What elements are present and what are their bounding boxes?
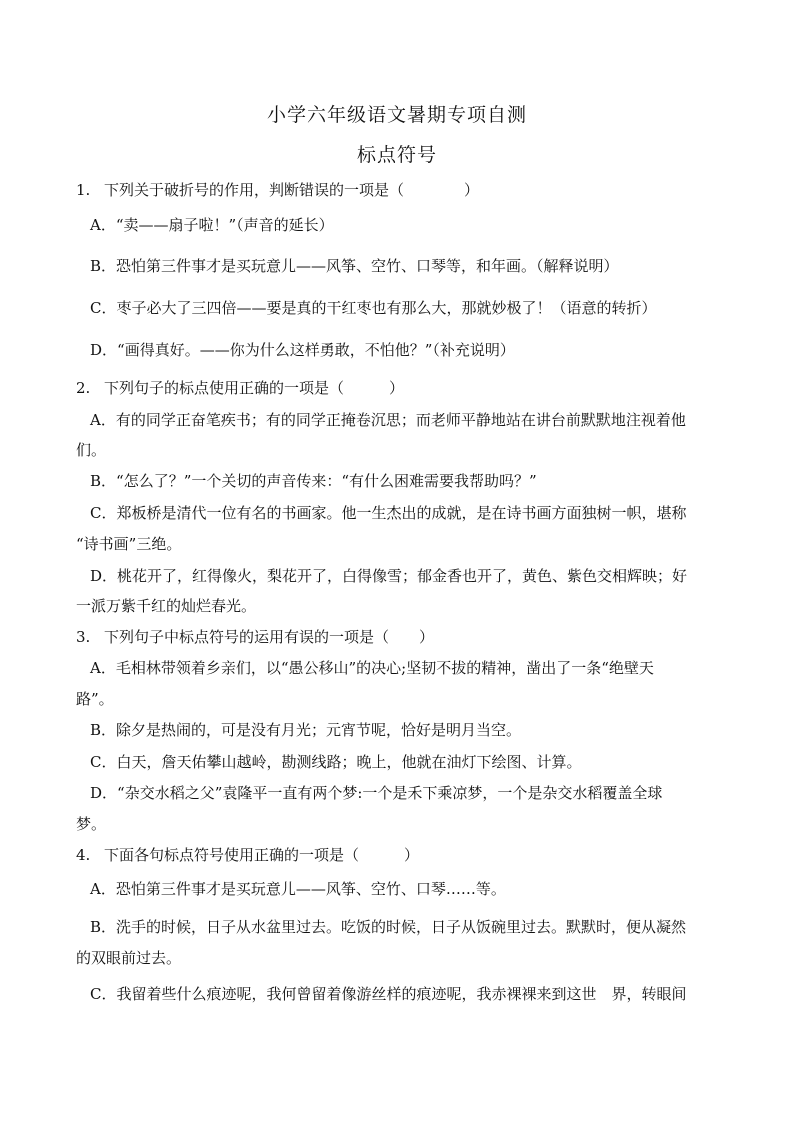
q4-option-c-line1: C．我留着些什么痕迹呢，我何曾留着像游丝样的痕迹呢，我赤裸裸来到这世 界，转眼间 <box>90 985 687 1003</box>
question-number: 4. <box>76 846 91 864</box>
q3-option-d-line2: 梦。 <box>76 815 107 833</box>
q2-option-a-line2: 们。 <box>76 441 107 459</box>
q3-option-d-line1: D．“杂交水稻之父”袁隆平一直有两个梦:一个是禾下乘凉梦，一个是杂交水稻覆盖全球 <box>90 784 663 802</box>
q3-option-a-line1: A．毛相林带领着乡亲们，以“愚公移山”的决心;坚韧不拔的精神，凿出了一条“绝壁天 <box>90 659 654 677</box>
question-2 <box>76 378 404 398</box>
q4-option-a: A．恐怕第三件事才是买玩意儿——风筝、空竹、口琴……等。 <box>90 880 506 898</box>
question-stem: 下列句子的标点使用正确的一项是（ ） <box>104 379 405 397</box>
q4-option-b-line2: 的双眼前过去。 <box>76 949 182 967</box>
question-3 <box>76 627 434 647</box>
q3-option-c: C．白天，詹天佑攀山越岭，勘测线路；晚上，他就在油灯下绘图、计算。 <box>90 753 582 771</box>
question-1 <box>76 180 479 200</box>
question-number: 2. <box>76 379 91 397</box>
question-number: 3. <box>76 628 91 646</box>
question-stem: 下面各句标点符号使用正确的一项是（ ） <box>104 846 420 864</box>
q1-option-c: C．枣子必大了三四倍——要是真的干红枣也有那么大，那就妙极了！（语意的转折） <box>90 299 657 317</box>
question-stem: 下列关于破折号的作用，判断错误的一项是（ ） <box>104 181 480 199</box>
q2-option-b: B．“怎么了？”一个关切的声音传来：“有什么困难需要我帮助吗？” <box>90 472 537 490</box>
document-title: 小学六年级语文暑期专项自测 <box>266 104 527 126</box>
q2-option-c-line2: “诗书画”三绝。 <box>76 535 182 553</box>
q4-option-b-line1: B．洗手的时候，日子从水盆里过去。吃饭的时候，日子从饭碗里过去。默默时，便从凝然 <box>90 918 687 936</box>
q2-option-c-line1: C．郑板桥是清代一位有名的书画家。他一生杰出的成就，是在诗书画方面独树一帜，堪称 <box>90 504 687 522</box>
question-number: 1. <box>76 181 91 199</box>
document-subtitle: 标点符号 <box>356 144 437 166</box>
q1-option-a: A．“卖——扇子啦！”（声音的延长） <box>90 216 334 234</box>
q3-option-a-line2: 路”。 <box>76 690 114 708</box>
question-stem: 下列句子中标点符号的运用有误的一项是（ ） <box>104 628 435 646</box>
q1-option-d: D．“画得真好。——你为什么这样勇敢，不怕他？”（补充说明） <box>90 341 515 359</box>
q3-option-b: B．除夕是热闹的，可是没有月光；元宵节呢，恰好是明月当空。 <box>90 721 522 739</box>
q2-option-d-line2: 一派万紫千红的灿烂春光。 <box>76 597 257 615</box>
q2-option-a-line1: A．有的同学正奋笔疾书；有的同学正掩卷沉思；而老师平静地站在讲台前默默地注视着他 <box>90 411 686 429</box>
q1-option-b: B．恐怕第三件事才是买玩意儿——风筝、空竹、口琴等，和年画。（解释说明） <box>90 257 619 275</box>
question-4 <box>76 845 419 865</box>
q2-option-d-line1: D．桃花开了，红得像火，梨花开了，白得像雪；郁金香也开了，黄色、紫色交相辉映；好 <box>90 567 688 585</box>
